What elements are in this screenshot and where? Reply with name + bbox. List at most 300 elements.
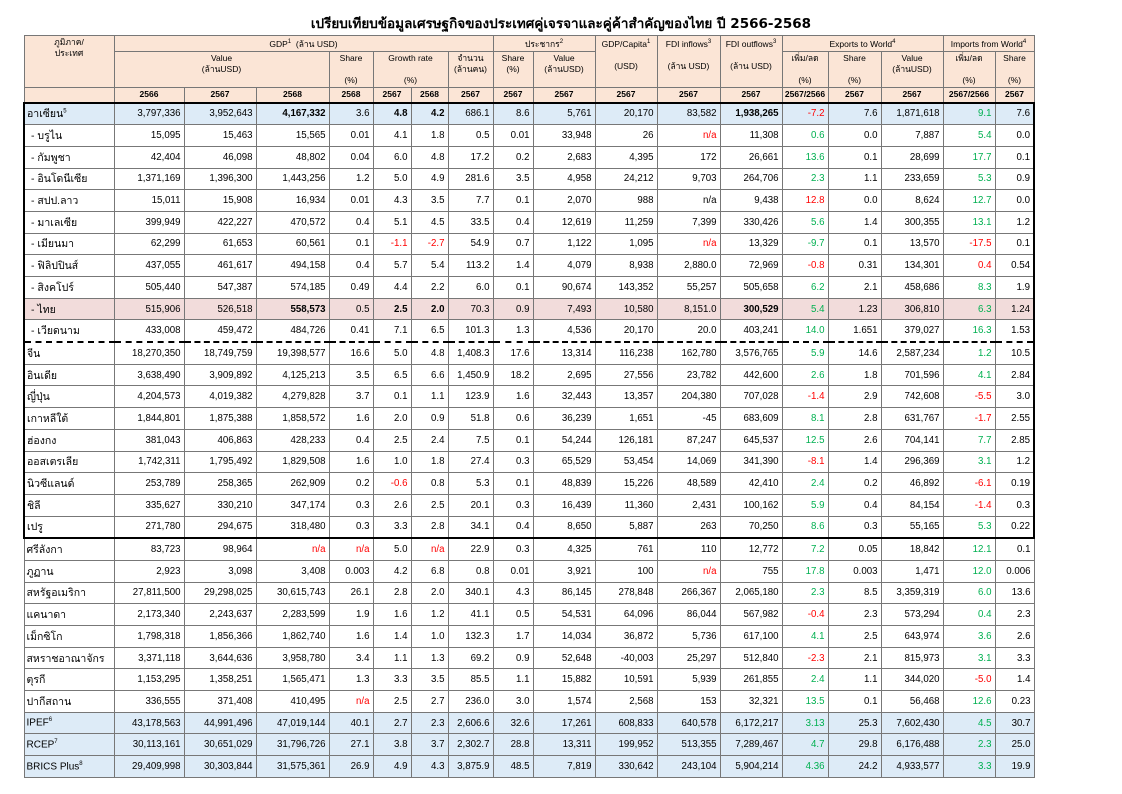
table-cell: 1,938,265 [720,103,782,125]
year-header-cell: 2567 [184,88,256,103]
table-cell: 1,856,366 [184,626,256,648]
table-cell: 14,069 [657,451,720,473]
table-cell: 2.6 [828,429,881,451]
table-cell: 15,095 [114,125,184,147]
table-cell: 16.3 [943,320,995,342]
table-cell: 1.3 [329,669,373,691]
table-cell: 3,958,780 [256,647,329,669]
table-cell: 12.1 [943,538,995,560]
table-cell: 5,939 [657,669,720,691]
table-cell: 54.9 [448,233,493,255]
table-row [24,647,1034,669]
table-cell: 126,181 [595,429,657,451]
table-cell: -40,003 [595,647,657,669]
table-cell: 573,294 [881,604,943,626]
table-cell: 1.7 [493,626,533,648]
table-cell: n/a [657,190,720,212]
table-cell: 458,686 [881,277,943,299]
table-cell: 470,572 [256,211,329,233]
table-cell: 1,408.3 [448,342,493,364]
table-cell: 347,174 [256,494,329,516]
table-cell: 1,095 [595,233,657,255]
table-cell: 0.4 [828,494,881,516]
table-cell: 399,949 [114,211,184,233]
year-header-row [24,88,1034,103]
table-cell: 13.1 [943,211,995,233]
table-cell: 3.0 [493,691,533,713]
table-cell: 336,555 [114,691,184,713]
fdi-inflows-header: FDI inflows$^3$ (ล้าน USD) [657,36,720,88]
table-cell: 132.3 [448,626,493,648]
table-cell: 1.2 [995,211,1034,233]
table-row [24,516,1034,538]
table-cell: 48,802 [256,146,329,168]
table-cell: 2.2 [411,277,448,299]
table-cell: 2.0 [411,582,448,604]
table-cell: 3,909,892 [184,364,256,386]
table-cell: 55,165 [881,516,943,538]
table-cell: 28.8 [493,734,533,756]
table-cell: 15,908 [184,190,256,212]
table-cell: 2.1 [828,277,881,299]
table-cell: 5.4 [943,125,995,147]
table-cell: 281.6 [448,168,493,190]
table-cell: 8.1 [782,408,828,430]
table-cell: n/a [256,538,329,560]
table-cell: 0.3 [493,538,533,560]
table-cell: 3,952,643 [184,103,256,125]
table-cell: 7.2 [782,538,828,560]
table-cell: 4,958 [533,168,595,190]
imports-header: Imports from World$^4$ [943,36,1034,52]
table-cell: 2,302.7 [448,734,493,756]
row-label: สหรัฐอเมริกา [24,582,114,604]
table-cell: 1,742,311 [114,451,184,473]
table-cell: 86,145 [533,582,595,604]
table-cell: 70.3 [448,298,493,320]
table-cell: 83,582 [657,103,720,125]
table-cell: 43,178,563 [114,712,184,734]
table-cell: 1,471 [881,560,943,582]
table-row [24,429,1034,451]
economic-data-table-wrapper [23,35,1035,778]
table-cell: 27,556 [595,364,657,386]
table-cell: -0.6 [373,473,411,495]
population-count-header: จำนวน (ล้านคน) [448,52,493,88]
table-cell: 41.1 [448,604,493,626]
table-cell: 2.4 [782,473,828,495]
row-label: RCEP$^7$ [24,734,114,756]
table-cell: 988 [595,190,657,212]
imports-change-header: เพิ่ม/ลด (%) [943,52,995,88]
table-cell: 2.4 [782,669,828,691]
table-cell: 5.1 [373,211,411,233]
table-cell: 0.1 [995,538,1034,560]
table-cell: 0.54 [995,255,1034,277]
table-cell: 53,454 [595,451,657,473]
table-cell: 0.3 [493,494,533,516]
table-cell: 13,329 [720,233,782,255]
table-cell: 15,882 [533,669,595,691]
table-cell: 330,210 [184,494,256,516]
table-cell: 3.6 [943,626,995,648]
table-row [24,277,1034,299]
row-label: ญี่ปุ่น [24,386,114,408]
table-cell: 2.5 [411,494,448,516]
table-cell: 406,863 [184,429,256,451]
table-cell: 3.3 [943,756,995,778]
table-cell: 5.4 [782,298,828,320]
year-header-cell: 2567 [533,88,595,103]
table-cell: 428,233 [256,429,329,451]
year-header-cell: 2567 [373,88,411,103]
table-cell: 0.9 [995,168,1034,190]
table-cell: 4.36 [782,756,828,778]
table-cell: 36,239 [533,408,595,430]
table-cell: 236.0 [448,691,493,713]
table-cell: 9,438 [720,190,782,212]
table-cell: 13,311 [533,734,595,756]
table-cell: 42,404 [114,146,184,168]
table-cell: 300,355 [881,211,943,233]
table-cell: 2.6 [995,626,1034,648]
table-cell: 5.9 [782,494,828,516]
table-cell: 31,796,726 [256,734,329,756]
table-cell: 1.6 [329,451,373,473]
table-cell: 707,028 [720,386,782,408]
row-label: - เวียดนาม [24,320,114,342]
table-cell: 48,839 [533,473,595,495]
table-cell: 11,308 [720,125,782,147]
table-cell: 2.3 [782,582,828,604]
table-row [24,211,1034,233]
table-cell: 13,314 [533,342,595,364]
table-cell: 34.1 [448,516,493,538]
table-cell: 29,409,998 [114,756,184,778]
table-cell: 8.5 [828,582,881,604]
growth-rate-header: Growth rate (%) [373,52,448,88]
table-cell: 1.23 [828,298,881,320]
table-cell: 13.6 [995,582,1034,604]
table-cell: 0.31 [828,255,881,277]
row-label: - ฟิลิปปินส์ [24,255,114,277]
table-cell: 4,536 [533,320,595,342]
year-header-cell: 2567 [657,88,720,103]
table-cell: 30,303,844 [184,756,256,778]
table-cell: 1.3 [493,320,533,342]
table-cell: 0.1 [828,691,881,713]
table-cell: 1,795,492 [184,451,256,473]
table-cell: 7,289,467 [720,734,782,756]
row-label: - กัมพูชา [24,146,114,168]
table-cell: 0.19 [995,473,1034,495]
table-row [24,604,1034,626]
table-cell: 33.5 [448,211,493,233]
table-cell: 52,648 [533,647,595,669]
table-cell: 1.1 [493,669,533,691]
table-cell: 1.1 [411,386,448,408]
table-cell: 20,170 [595,103,657,125]
table-cell: 0.1 [493,429,533,451]
table-cell: 1,371,169 [114,168,184,190]
table-cell: 433,008 [114,320,184,342]
table-cell: 4,325 [533,538,595,560]
table-cell: 60,561 [256,233,329,255]
table-cell: 371,408 [184,691,256,713]
gdp-share-header: Share (%) [329,52,373,88]
table-cell: 85.5 [448,669,493,691]
table-cell: 101.3 [448,320,493,342]
exports-share-header: Share (%) [828,52,881,88]
row-label: - อินโดนีเซีย [24,168,114,190]
table-cell: 4,079 [533,255,595,277]
table-cell: 20.0 [657,320,720,342]
table-cell: 44,991,496 [184,712,256,734]
table-cell: 3.4 [329,647,373,669]
table-cell: 0.8 [411,473,448,495]
table-cell: 17,261 [533,712,595,734]
table-cell: 0.8 [448,560,493,582]
table-cell: 1.8 [411,125,448,147]
table-row [24,190,1034,212]
row-label: ศรีลังกา [24,538,114,560]
table-cell: 2,065,180 [720,582,782,604]
table-cell: 6.0 [943,582,995,604]
row-label: IPEF$^6$ [24,712,114,734]
table-cell: 0.003 [329,560,373,582]
year-header-cell: 2568 [329,88,373,103]
table-cell: 1.4 [373,626,411,648]
row-label: อาเซียน$^5$ [24,103,114,125]
row-label: - สิงคโปร์ [24,277,114,299]
table-cell: 526,518 [184,298,256,320]
table-cell: 271,780 [114,516,184,538]
table-cell: 300,529 [720,298,782,320]
table-cell: 1.4 [493,255,533,277]
year-header-cell: 2566 [114,88,184,103]
table-cell: 26.1 [329,582,373,604]
table-cell: 27.1 [329,734,373,756]
table-cell: 70,250 [720,516,782,538]
table-cell: 17.2 [448,146,493,168]
exports-change-header: เพิ่ม/ลด (%) [782,52,828,88]
table-cell: 12.5 [782,429,828,451]
table-cell: 381,043 [114,429,184,451]
table-cell: 0.2 [493,146,533,168]
table-cell: 0.7 [493,233,533,255]
table-cell: 318,480 [256,516,329,538]
table-cell: 0.4 [329,429,373,451]
table-cell: 18,842 [881,538,943,560]
table-row [24,408,1034,430]
table-cell: 0.3 [329,516,373,538]
year-header-cell: 2567/2566 [782,88,828,103]
table-cell: 645,537 [720,429,782,451]
table-cell: 29,298,025 [184,582,256,604]
row-label: - บรูไน [24,125,114,147]
table-cell: 278,848 [595,582,657,604]
table-cell: 263 [657,516,720,538]
table-cell: 1,565,471 [256,669,329,691]
table-cell: 24.2 [828,756,881,778]
table-cell: 46,098 [184,146,256,168]
table-cell: 30,651,029 [184,734,256,756]
table-cell: -8.1 [782,451,828,473]
table-cell: 18,749,759 [184,342,256,364]
table-cell: 0.1 [329,233,373,255]
table-cell: 4,395 [595,146,657,168]
table-cell: 15,226 [595,473,657,495]
table-cell: 47,019,144 [256,712,329,734]
table-cell: 14.0 [782,320,828,342]
table-cell: 4.3 [411,756,448,778]
table-cell: 1.6 [493,386,533,408]
table-cell: 3.3 [373,669,411,691]
table-cell: 7.1 [373,320,411,342]
table-cell: 1,651 [595,408,657,430]
table-cell: 0.05 [828,538,881,560]
table-cell: 0.01 [493,125,533,147]
table-cell: 1,871,618 [881,103,943,125]
table-cell: 2,431 [657,494,720,516]
year-header-cell: 2567/2566 [943,88,995,103]
table-cell: 0.9 [493,298,533,320]
table-cell: 505,658 [720,277,782,299]
table-cell: -5.0 [943,669,995,691]
table-cell: 4.2 [373,560,411,582]
table-cell: n/a [657,560,720,582]
table-cell: 0.41 [329,320,373,342]
table-cell: 1.3 [411,647,448,669]
table-cell: 110 [657,538,720,560]
table-cell: 1,858,572 [256,408,329,430]
table-cell: 0.22 [995,516,1034,538]
table-cell: 2,923 [114,560,184,582]
table-cell: 8,151.0 [657,298,720,320]
table-cell: 0.4 [493,516,533,538]
table-cell: 1,443,256 [256,168,329,190]
table-cell: 1.9 [329,604,373,626]
population-header: ประชากร$^2$ [493,36,595,52]
table-cell: 617,100 [720,626,782,648]
table-cell: 1,875,388 [184,408,256,430]
table-cell: 7.6 [995,103,1034,125]
table-cell: 3.3 [995,647,1034,669]
table-cell: 5.0 [373,168,411,190]
table-cell: 2,070 [533,190,595,212]
table-cell: 437,055 [114,255,184,277]
table-cell: 2.5 [373,429,411,451]
table-cell: 3.8 [373,734,411,756]
table-cell: 296,369 [881,451,943,473]
table-cell: 459,472 [184,320,256,342]
table-cell: 30.7 [995,712,1034,734]
table-cell: 2.85 [995,429,1034,451]
table-cell: 344,020 [881,669,943,691]
table-cell: 0.1 [373,386,411,408]
table-cell: 4.8 [411,146,448,168]
table-cell: 8.3 [943,277,995,299]
exports-value-header: Value (ล้านUSD) [533,52,595,88]
table-cell: 0.6 [782,125,828,147]
table-cell: 1,574 [533,691,595,713]
table-cell: 134,301 [881,255,943,277]
table-cell: 17.6 [493,342,533,364]
table-cell: 31,575,361 [256,756,329,778]
table-cell: 5,904,214 [720,756,782,778]
table-cell: -45 [657,408,720,430]
table-row [24,473,1034,495]
table-cell: 100 [595,560,657,582]
table-cell: 0.2 [329,473,373,495]
table-cell: 15,463 [184,125,256,147]
table-cell: 815,973 [881,647,943,669]
table-cell: 6.5 [411,320,448,342]
table-cell: 5.9 [782,342,828,364]
table-cell: 54,244 [533,429,595,451]
table-row [24,669,1034,691]
row-label: ปากีสถาน [24,691,114,713]
table-cell: -0.4 [782,604,828,626]
table-cell: 7,602,430 [881,712,943,734]
table-cell: 558,573 [256,298,329,320]
table-cell: 3.6 [329,103,373,125]
table-cell: 2.7 [411,691,448,713]
table-cell: 4,933,577 [881,756,943,778]
table-cell: 1.53 [995,320,1034,342]
table-cell: 32,321 [720,691,782,713]
table-cell: 3.0 [995,386,1034,408]
table-cell: 5,736 [657,626,720,648]
table-cell: 701,596 [881,364,943,386]
table-cell: 515,906 [114,298,184,320]
fdi-outflows-header: FDI outflows$^3$ (ล้าน USD) [720,36,782,88]
table-cell: 461,617 [184,255,256,277]
table-cell: 2,568 [595,691,657,713]
table-cell: 48,589 [657,473,720,495]
imports-share-header: Share (%) [995,52,1034,88]
table-cell: 340.1 [448,582,493,604]
table-cell: 3,644,636 [184,647,256,669]
table-cell: 335,627 [114,494,184,516]
table-cell: 4.7 [782,734,828,756]
table-cell: 8,938 [595,255,657,277]
table-cell: n/a [329,691,373,713]
table-cell: 28,699 [881,146,943,168]
table-cell: 3,098 [184,560,256,582]
table-cell: 25.0 [995,734,1034,756]
table-cell: 631,767 [881,408,943,430]
table-cell: 12.0 [943,560,995,582]
table-cell: 330,426 [720,211,782,233]
table-cell: 20.1 [448,494,493,516]
table-cell: 4.5 [411,211,448,233]
table-cell: 253,789 [114,473,184,495]
table-cell: 3.3 [373,516,411,538]
page-title: เปรียบเทียบข้อมูลเศรษฐกิจของประเทศคู่เจรจาและคู่ค้าสำคัญของไทย ปี 2566-2568 [310,16,812,32]
table-cell: 3.7 [411,734,448,756]
table-cell: 20,170 [595,320,657,342]
table-cell: 3,797,336 [114,103,184,125]
table-cell: 0.4 [329,211,373,233]
table-body [24,103,1034,778]
table-cell: -2.7 [411,233,448,255]
table-cell: 1.2 [943,342,995,364]
table-cell: -1.4 [782,386,828,408]
table-cell: 72,969 [720,255,782,277]
table-cell: 0.5 [493,604,533,626]
table-cell: 18.2 [493,364,533,386]
